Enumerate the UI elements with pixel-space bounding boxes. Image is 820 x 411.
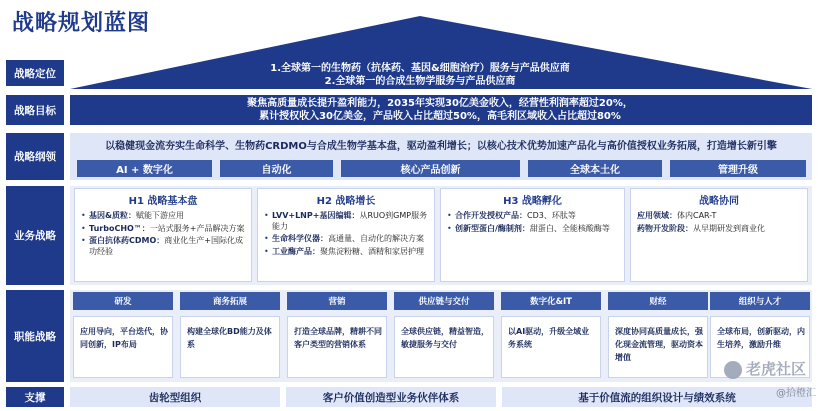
positioning-line-1: 1.全球第一的生物药（抗体药、基因&细胞治疗）服务与产品供应商 [270,63,570,74]
business-card-title: 战略协同 [699,196,739,207]
goal-text [120,97,760,123]
function-body: 深度协同高质量成长，强化现金流管理，驱动资本增值 [608,316,708,378]
guide-pill-management: 管理升级 [670,160,806,177]
business-card-title: H2 战略增长 [316,196,376,207]
list-item: • TurboCHO™：一站式服务+产品解决方案 [81,224,247,235]
function-column [394,292,494,380]
list-item: • 基因&质粒：赋能下游应用 [81,211,247,222]
business-card-synergy [630,188,808,282]
goal-line-2: 累计授权收入30亿美金，产品收入占比超过50%，高毛利区域收入占比超过80% [259,111,621,122]
function-header: 供应链与交付 [394,292,494,310]
list-item: • 合作开发授权产品：CD3、环肽等 [447,211,620,222]
function-header: 商务拓展 [180,292,280,310]
list-item: • 药物开发阶段：从早期研发到商业化 [637,224,803,235]
goal-line-1: 聚焦高质量成长提升盈利能力，2035年实现30亿美金收入，经营性利润率超过20%， [247,98,633,109]
function-column [180,292,280,380]
row-label-business: 业务战略 [6,186,64,285]
guide-text: 以稳健现金流夯实生命科学、生物药CRDMO与合成生物学基本盘，驱动盈利增长；以核心技术优势加速产品化与高价值授权业务拓展，打造增长新引擎 [105,141,777,152]
function-header: 研发 [73,292,173,310]
guide-pill-automation: 自动化 [220,160,333,177]
function-body: 以AI驱动，升级全域业务系统 [501,316,601,378]
page-title: 战略规划蓝图 [12,11,151,36]
business-card-title: H3 战略孵化 [503,196,562,207]
list-item: • 生命科学仪器：高通量、自动化的解决方案 [264,234,430,245]
guide-pill-core-product: 核心产品创新 [341,160,520,177]
function-column [287,292,387,380]
list-item: • 蛋白抗体药CDMO：商业化生产+国际化成功经验 [81,236,247,257]
list-item: • 创新型蛋白/酶制剂：甜蛋白、全能核酸酶等 [447,224,620,235]
row-label-support: 支撑 [6,387,64,407]
row-label-goal: 战略目标 [6,95,64,125]
list-item: • 应用领域：体内CAR-T [637,211,803,222]
list-item: • LVV+LNP+基因编辑：从RUO到GMP服务能力 [264,211,430,232]
tiger-logo-icon [724,361,742,379]
business-card-h3 [440,188,625,282]
function-header: 营销 [287,292,387,310]
support-item: 基于价值流的组织设计与绩效系统 [502,387,812,407]
function-body: 构建全球化BD能力及体系 [180,316,280,378]
function-header: 组织与人才 [710,292,810,310]
function-body: 打造全球品牌，精耕不同客户类型的营销体系 [287,316,387,378]
function-column [501,292,601,380]
function-body: 全球供应链，精益智造，敏捷服务与交付 [394,316,494,378]
guide-pill-ai: AI + 数字化 [77,160,212,177]
list-item: • 工业酶产品：聚焦淀粉糖、酒精和家居护理 [264,247,430,258]
business-card-h2 [257,188,435,282]
function-header: 数字化&IT [501,292,601,310]
function-body: 全球布局，创新驱动，内生培养，激励升维 [710,316,810,378]
support-item: 客户价值创造型业务伙伴体系 [286,387,496,407]
function-header: 财经 [608,292,708,310]
watermark-sub: @拾橙汇 [776,388,816,399]
function-body: 应用导向，平台迭代，协同创新，IP布局 [73,316,173,378]
row-label-positioning: 战略定位 [6,60,64,86]
support-item: 齿轮型组织 [70,387,280,407]
business-card-h1 [74,188,252,282]
positioning-text [200,62,640,88]
positioning-line-2: 2.全球第一的合成生物学服务与产品供应商 [324,76,516,87]
function-column [608,292,708,380]
row-label-guide: 战略纲领 [6,133,64,180]
function-column [73,292,173,380]
guide-pill-localization: 全球本土化 [528,160,662,177]
business-card-title: H1 战略基本盘 [128,196,198,207]
row-label-functional: 职能战略 [6,290,64,382]
watermark: 老虎社区 [724,358,806,379]
